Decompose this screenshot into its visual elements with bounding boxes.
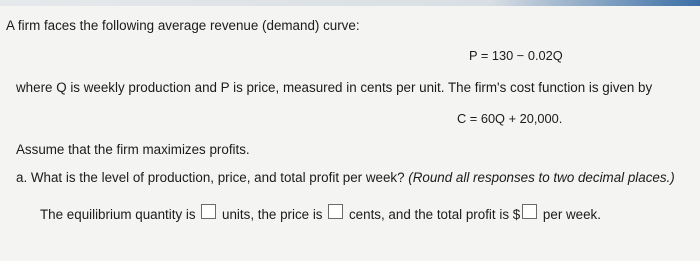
top-accent-bar xyxy=(0,0,700,6)
variables-description: where Q is weekly production and P is price, measured in cents per unit. The firm's cost function is given by xyxy=(16,80,653,95)
question-a-rounding-note: (Round all responses to two decimal places.) xyxy=(408,170,675,185)
answer-text-quantity: The equilibrium quantity is xyxy=(40,207,196,222)
intro-text: A firm faces the following average revenue (demand) curve: xyxy=(6,18,360,33)
profit-answer-input[interactable] xyxy=(522,204,537,219)
answer-row xyxy=(40,204,601,223)
assumption-text: Assume that the firm maximizes profits. xyxy=(16,142,250,157)
answer-text-price: units, the price is xyxy=(222,207,323,222)
cost-equation: C = 60Q + 20,000. xyxy=(457,111,563,126)
answer-text-profit: cents, and the total profit is $ xyxy=(348,207,521,222)
price-answer-input[interactable] xyxy=(328,204,343,219)
question-a-label: a. What is the level of production, price, and total profit per week? xyxy=(16,170,405,185)
quantity-answer-input[interactable] xyxy=(201,204,216,219)
demand-equation: P = 130 − 0.02Q xyxy=(469,48,563,63)
question-a xyxy=(16,170,675,186)
answer-text-per-week: per week. xyxy=(542,207,601,222)
